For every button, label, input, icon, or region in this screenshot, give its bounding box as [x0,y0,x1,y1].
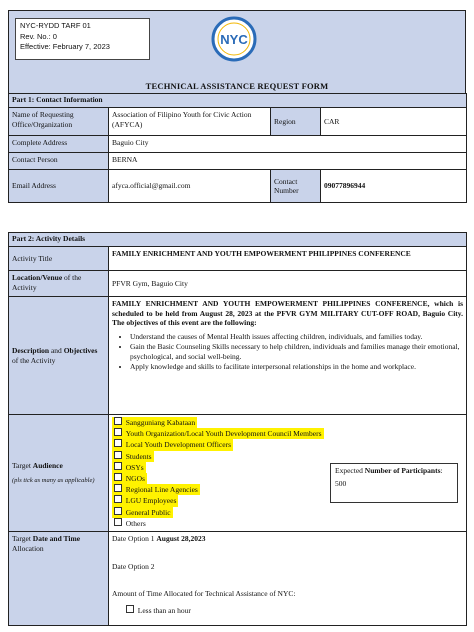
audience-option-label: OSYs [125,462,144,472]
org-name-value[interactable]: Association of Filipino Youth for Civic Action (AFYCA) [109,108,271,136]
date-option-1-value: August 28,2023 [156,534,206,544]
audience-option[interactable] [112,428,324,439]
description-value[interactable] [109,297,467,415]
target-date-value [109,532,467,626]
expected-label-bold: Number of Participants [364,466,441,475]
checkbox-icon[interactable] [114,484,122,492]
description-intro: FAMILY ENRICHMENT AND YOUTH EMPOWERMENT PHILIPPINES CONFERENCE, which is scheduled to be held from August 28, 2023 at the PFVR GYM MILITARY CUT-OFF ROAD, Baguio City. The objectives of this event are the following: [112,299,464,327]
part2-heading: Part 2: Activity Details [9,233,467,247]
date-label-rest: Allocation [12,543,44,553]
audience-label-bold: Audience [32,461,63,471]
description-label-and: and [49,346,64,355]
checkbox-icon[interactable] [114,495,122,503]
form-title: TECHNICAL ASSISTANCE REQUEST FORM [145,81,329,91]
checkbox-icon[interactable] [114,439,122,447]
checkbox-icon[interactable] [114,462,122,470]
objective-item: • Apply knowledge and skills to facilitate interpersonal relationships in the home and workplace. [130,362,463,372]
audience-option[interactable] [112,518,148,529]
form-header [8,10,466,105]
address-value[interactable]: Baguio City [109,136,467,153]
time-option[interactable] [112,605,463,616]
checkbox-icon[interactable] [114,428,122,436]
date-label-pre: Target [12,534,33,544]
audience-option-label: Regional Line Agencies [125,485,198,495]
target-audience-label [9,415,109,532]
objective-item: • Understand the causes of Mental Health issues affecting children, individuals, and families today. [130,332,463,342]
activity-title-value[interactable]: FAMILY ENRICHMENT AND YOUTH EMPOWERMENT PHILIPPINES CONFERENCE [109,247,467,271]
date-option-1[interactable] [112,534,463,544]
email-label: Email Address [9,170,109,203]
doc-code: NYC-RYDD TARF 01 [20,21,91,30]
venue-label-rest: of the Activity [12,273,82,292]
region-value[interactable]: CAR [321,108,467,136]
document-control-box [15,18,150,60]
org-name-label: Name of Requesting Office/Organization [9,108,109,136]
date-option-1-label: Date Option 1 [112,534,157,544]
activity-details-table [8,232,467,626]
checkbox-icon[interactable] [114,451,122,459]
audience-option[interactable] [112,507,173,518]
venue-label [9,271,109,297]
audience-option[interactable] [112,462,146,473]
doc-revision: Rev. No.: 0 [20,31,57,41]
contact-number-label: Contact Number [271,170,321,203]
contact-person-value[interactable]: BERNA [109,153,467,170]
audience-option-label: NGOs [125,474,145,484]
contact-number-value[interactable]: 09077896944 [321,170,467,203]
logo-text: NYC [220,32,248,47]
expected-label-post: : [440,466,443,475]
date-label-bold: Date and Time [32,534,81,544]
audience-option[interactable] [112,495,178,506]
time-allocation-label: Amount of Time Allocated for Technical Assistance of NYC: [112,589,296,599]
address-label: Complete Address [9,136,109,153]
description-label [9,297,109,415]
audience-option[interactable] [112,484,200,495]
objectives-list [112,332,463,372]
checkbox-icon[interactable] [114,417,122,425]
target-audience-value [109,415,467,532]
audience-option[interactable] [112,473,147,484]
contact-information-table [8,93,467,203]
audience-option-label: Others [125,518,146,528]
description-label-bold2: Objectives [63,346,98,355]
description-label-rest: of the Activity [12,355,56,365]
expected-label-pre: Expected [335,466,365,475]
activity-title-label: Activity Title [9,247,109,271]
audience-option[interactable] [112,417,197,428]
expected-participants-value[interactable]: 500 [335,479,347,488]
expected-participants-box [330,463,458,503]
audience-option-label: Youth Organization/Local Youth Development Council Members [125,429,322,439]
audience-option-label: General Public [125,507,171,517]
audience-option-label: Students [125,451,152,461]
expected-participants-label [335,466,453,476]
checkbox-icon[interactable] [114,518,122,526]
email-value[interactable]: afyca.official@gmail.com [109,170,271,203]
audience-option-label: LGU Employees [125,496,177,506]
description-label-bold1: Description [12,346,50,355]
audience-option[interactable] [112,451,154,462]
venue-label-bold: Location/Venue [12,273,63,282]
venue-value[interactable]: PFVR Gym, Baguio City [109,271,467,297]
contact-person-label: Contact Person [9,153,109,170]
audience-label-pre: Target [12,461,33,471]
objective-item: • Gain the Basic Counseling Skills necessary to help children, individuals and families manage their emotional, psychological, and social well-being. [130,342,463,361]
time-option-label: Less than an hour [137,605,191,615]
audience-note: (pls tick as many as applicable) [12,476,95,484]
checkbox-icon[interactable] [126,605,134,613]
doc-effective-date: Effective: February 7, 2023 [20,42,110,51]
target-date-label [9,532,109,626]
checkbox-icon[interactable] [114,473,122,481]
audience-option-label: Local Youth Development Officers [125,440,232,450]
nyc-logo [211,16,257,62]
date-option-2[interactable]: Date Option 2 [112,561,155,571]
audience-option[interactable] [112,439,233,450]
part1-heading: Part 1: Contact Information [9,94,467,108]
audience-option-label: Sangguniang Kabataan [125,418,196,427]
region-label: Region [271,108,321,136]
checkbox-icon[interactable] [114,507,122,515]
